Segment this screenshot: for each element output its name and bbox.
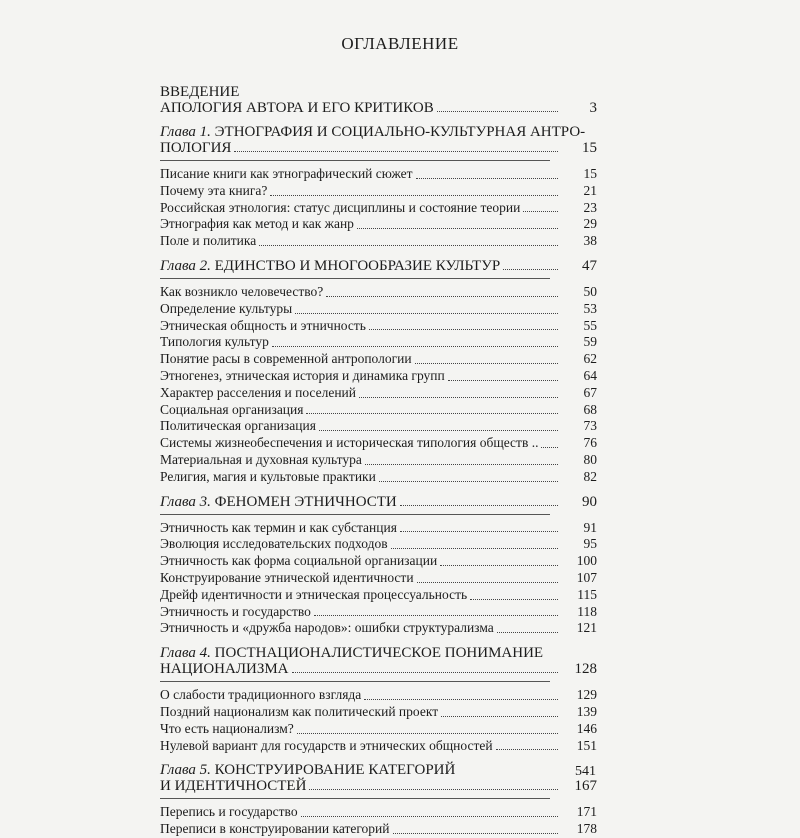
entry-title: Этничность и «дружба народов»: ошибки структурализма xyxy=(160,620,494,636)
entry-title: Типология культур xyxy=(160,334,269,350)
page-number: 151 xyxy=(576,737,597,753)
entry-title: Системы жизнеобеспечения и историческая типология обществ .. xyxy=(160,435,539,451)
page-number: 15 xyxy=(583,166,597,181)
page-number: 62 xyxy=(583,351,597,367)
page-title: ОГЛАВЛЕНИЕ xyxy=(341,34,459,53)
dot-leader xyxy=(314,615,558,616)
page-number: 146 xyxy=(576,720,597,736)
dot-leader xyxy=(309,789,558,790)
dot-leader xyxy=(437,111,558,112)
toc-entry[interactable] xyxy=(160,570,597,587)
page-number: 167 xyxy=(574,778,597,795)
chapter-heading-text: ПОСТНАЦИОНАЛИСТИЧЕСКОЕ ПОНИМАНИЕ xyxy=(214,645,544,662)
dot-leader xyxy=(359,397,558,398)
dot-leader xyxy=(234,151,558,152)
page-number: 118 xyxy=(577,603,597,619)
chapter-heading-row[interactable] xyxy=(160,258,597,274)
toc-entry[interactable] xyxy=(160,604,597,621)
chapter-heading-last: И ИДЕНТИЧНОСТЕЙ xyxy=(160,778,307,795)
chapter-heading-text xyxy=(160,494,397,510)
toc-entry[interactable] xyxy=(160,301,597,318)
toc-entry[interactable] xyxy=(160,704,597,721)
chapter-rule xyxy=(160,514,550,515)
dot-leader xyxy=(496,749,558,750)
entry-title: Перепись и государство xyxy=(160,804,298,820)
toc-entry[interactable] xyxy=(160,334,597,351)
toc-entry[interactable] xyxy=(160,553,597,570)
toc-entry[interactable] xyxy=(160,452,597,469)
page-number: 171 xyxy=(576,804,597,820)
toc-entry[interactable] xyxy=(160,385,597,402)
toc-entry[interactable] xyxy=(160,469,597,486)
page-number: 128 xyxy=(574,661,597,678)
page-number: 55 xyxy=(583,317,597,333)
page-number: 50 xyxy=(583,283,597,299)
page-number: 76 xyxy=(583,435,597,451)
intro-row[interactable] xyxy=(160,100,597,116)
toc-entry[interactable] xyxy=(160,318,597,335)
dot-leader xyxy=(391,548,558,549)
toc-entry[interactable] xyxy=(160,520,597,537)
page-number: 23 xyxy=(583,199,597,215)
entry-title: Дрейф идентичности и этническая процессуальность xyxy=(160,586,468,602)
chapter-heading-row[interactable] xyxy=(160,494,597,510)
chapter-heading xyxy=(160,645,597,661)
toc-entry[interactable] xyxy=(160,402,597,419)
toc-entry[interactable] xyxy=(160,166,597,183)
entry-title: Характер расселения и поселений xyxy=(160,384,356,400)
entry-title: Поле и политика xyxy=(160,233,257,249)
toc-entry[interactable] xyxy=(160,620,597,637)
page-number: 15 xyxy=(582,140,597,156)
page-number: 100 xyxy=(576,553,597,569)
chapter-rule xyxy=(160,160,550,161)
dot-leader xyxy=(470,599,558,600)
chapter-heading xyxy=(160,762,597,778)
entry-title: Этногенез, этническая история и динамика групп xyxy=(160,367,445,383)
intro-section xyxy=(160,84,597,116)
page-number: 29 xyxy=(583,216,597,232)
dot-leader xyxy=(292,672,558,673)
page-number: 178 xyxy=(576,821,597,837)
toc-entry[interactable] xyxy=(160,721,597,738)
chapter-heading-last: НАЦИОНАЛИЗМА xyxy=(160,661,289,678)
chapter-label: Глава 1. xyxy=(160,124,211,140)
entry-title: Этничность и государство xyxy=(160,603,311,619)
page-number: 95 xyxy=(583,536,597,552)
dot-leader xyxy=(503,269,558,270)
toc-entry[interactable] xyxy=(160,536,597,553)
dot-leader xyxy=(417,582,558,583)
chapter-heading-last: ЕДИНСТВО И МНОГООБРАЗИЕ КУЛЬТУР xyxy=(214,257,501,274)
entry-title: Этничность как термин и как субстанция xyxy=(160,519,397,535)
dot-leader xyxy=(295,313,558,314)
page-number: 82 xyxy=(583,468,597,484)
toc-entry[interactable] xyxy=(160,435,597,452)
entry-title: Писание книги как этнографический сюжет xyxy=(160,166,413,181)
entry-title: Поздний национализм как политический проект xyxy=(160,703,439,719)
entry-title: Почему эта книга? xyxy=(160,182,268,198)
chapter-rule xyxy=(160,798,550,799)
dot-leader xyxy=(357,228,558,229)
page-number: 73 xyxy=(583,418,597,434)
dot-leader xyxy=(369,329,558,330)
dot-leader xyxy=(365,464,558,465)
entry-title: Этничность как форма социальной организации xyxy=(160,553,438,569)
table-of-contents xyxy=(160,84,597,838)
page-number: 129 xyxy=(576,687,597,703)
entry-title: Нулевой вариант для государств и этнических общностей xyxy=(160,737,493,753)
entry-title: Социальная организация xyxy=(160,401,304,417)
toc-entry[interactable] xyxy=(160,351,597,368)
dot-leader xyxy=(393,833,559,834)
chapter-label: Глава 5. xyxy=(160,762,211,779)
page-number: 59 xyxy=(583,334,597,350)
toc-entry[interactable] xyxy=(160,687,597,704)
dot-leader xyxy=(440,565,558,566)
page-number: 67 xyxy=(583,384,597,400)
chapter-label: Глава 4. xyxy=(160,645,211,662)
chapter-rule xyxy=(160,278,550,279)
page-number: 21 xyxy=(583,182,597,198)
toc-entry[interactable] xyxy=(160,804,597,821)
entry-title: Материальная и духовная культура xyxy=(160,451,362,467)
page-number: 115 xyxy=(577,586,597,602)
dot-leader xyxy=(441,716,558,717)
toc-entry[interactable] xyxy=(160,183,597,200)
intro-heading: ВВЕДЕНИЕ xyxy=(160,84,240,100)
chapter-section xyxy=(160,124,597,250)
chapter-heading-text: ЭТНОГРАФИЯ И СОЦИАЛЬНО-КУЛЬТУРНАЯ АНТРО- xyxy=(214,124,586,140)
page-number: 53 xyxy=(583,300,597,316)
intro-title: АПОЛОГИЯ АВТОРА И ЕГО КРИТИКОВ xyxy=(160,100,434,116)
dot-leader xyxy=(379,481,558,482)
chapter-section xyxy=(160,258,597,486)
dot-leader xyxy=(364,699,558,700)
entry-title: Религия, магия и культовые практики xyxy=(160,468,376,484)
toc-entry[interactable] xyxy=(160,738,597,755)
chapter-heading-row[interactable] xyxy=(160,778,597,794)
chapter-section xyxy=(160,494,597,638)
page-number: 91 xyxy=(583,519,597,535)
chapter-label: Глава 2. xyxy=(160,257,211,274)
chapter-section xyxy=(160,645,597,754)
page-number: 107 xyxy=(576,569,597,585)
folio: 541 xyxy=(575,764,596,779)
entry-title: Политическая организация xyxy=(160,418,316,434)
dot-leader xyxy=(523,211,558,212)
dot-leader xyxy=(272,346,558,347)
toc-entry[interactable] xyxy=(160,200,597,217)
page-number: 139 xyxy=(576,703,597,719)
chapter-heading-text xyxy=(160,778,306,794)
toc-entry[interactable] xyxy=(160,368,597,385)
toc-entry[interactable] xyxy=(160,821,597,838)
dot-leader xyxy=(319,430,558,431)
entry-title: Переписи в конструировании категорий xyxy=(160,821,390,837)
page-number: 38 xyxy=(583,233,597,249)
entry-title: Что есть национализм? xyxy=(160,720,294,736)
chapter-heading-text xyxy=(160,661,289,677)
entry-title: Как возникло человечество? xyxy=(160,283,324,299)
entry-title: Этническая общность и этничность xyxy=(160,317,366,333)
toc-entry[interactable] xyxy=(160,216,597,233)
toc-entry[interactable] xyxy=(160,233,597,250)
chapter-heading-text xyxy=(160,258,500,274)
page-number: 3 xyxy=(589,100,597,116)
dot-leader xyxy=(306,413,558,414)
dot-leader xyxy=(400,531,558,532)
entry-title: Определение культуры xyxy=(160,300,293,316)
dot-leader xyxy=(259,245,558,246)
page-number: 80 xyxy=(583,451,597,467)
dot-leader xyxy=(541,447,558,448)
chapter-heading-text: КОНСТРУИРОВАНИЕ КАТЕГОРИЙ xyxy=(214,762,456,779)
dot-leader xyxy=(270,195,558,196)
page-number: 90 xyxy=(582,493,597,510)
chapter-section xyxy=(160,762,597,838)
dot-leader xyxy=(297,733,558,734)
page-number: 68 xyxy=(583,401,597,417)
chapter-heading xyxy=(160,124,597,140)
dot-leader xyxy=(448,380,558,381)
dot-leader xyxy=(415,363,558,364)
chapter-heading-last: ФЕНОМЕН ЭТНИЧНОСТИ xyxy=(214,493,397,510)
entry-title: Конструирование этнической идентичности xyxy=(160,569,414,585)
dot-leader xyxy=(497,632,558,633)
chapter-heading-row[interactable] xyxy=(160,140,597,156)
toc-entry[interactable] xyxy=(160,284,597,301)
chapter-heading-row[interactable] xyxy=(160,661,597,677)
chapter-heading-text xyxy=(160,140,231,156)
page-number: 47 xyxy=(582,257,597,274)
toc-entry[interactable] xyxy=(160,418,597,435)
chapter-heading-last: ПОЛОГИЯ xyxy=(160,140,232,156)
chapters-list xyxy=(160,116,597,838)
dot-leader xyxy=(326,296,558,297)
dot-leader xyxy=(400,505,558,506)
entry-title: О слабости традиционного взгляда xyxy=(160,687,362,703)
entry-title: Российская этнология: статус дисциплины и состояние теории xyxy=(160,199,521,215)
chapter-rule xyxy=(160,681,550,682)
entry-title: Этнография как метод и как жанр xyxy=(160,216,354,232)
dot-leader xyxy=(416,178,558,179)
page-number: 64 xyxy=(583,367,597,383)
page-number: 121 xyxy=(576,620,597,636)
dot-leader xyxy=(301,816,558,817)
entry-title: Понятие расы в современной антропологии xyxy=(160,351,412,367)
toc-entry[interactable] xyxy=(160,587,597,604)
chapter-label: Глава 3. xyxy=(160,493,211,510)
entry-title: Эволюция исследовательских подходов xyxy=(160,536,388,552)
